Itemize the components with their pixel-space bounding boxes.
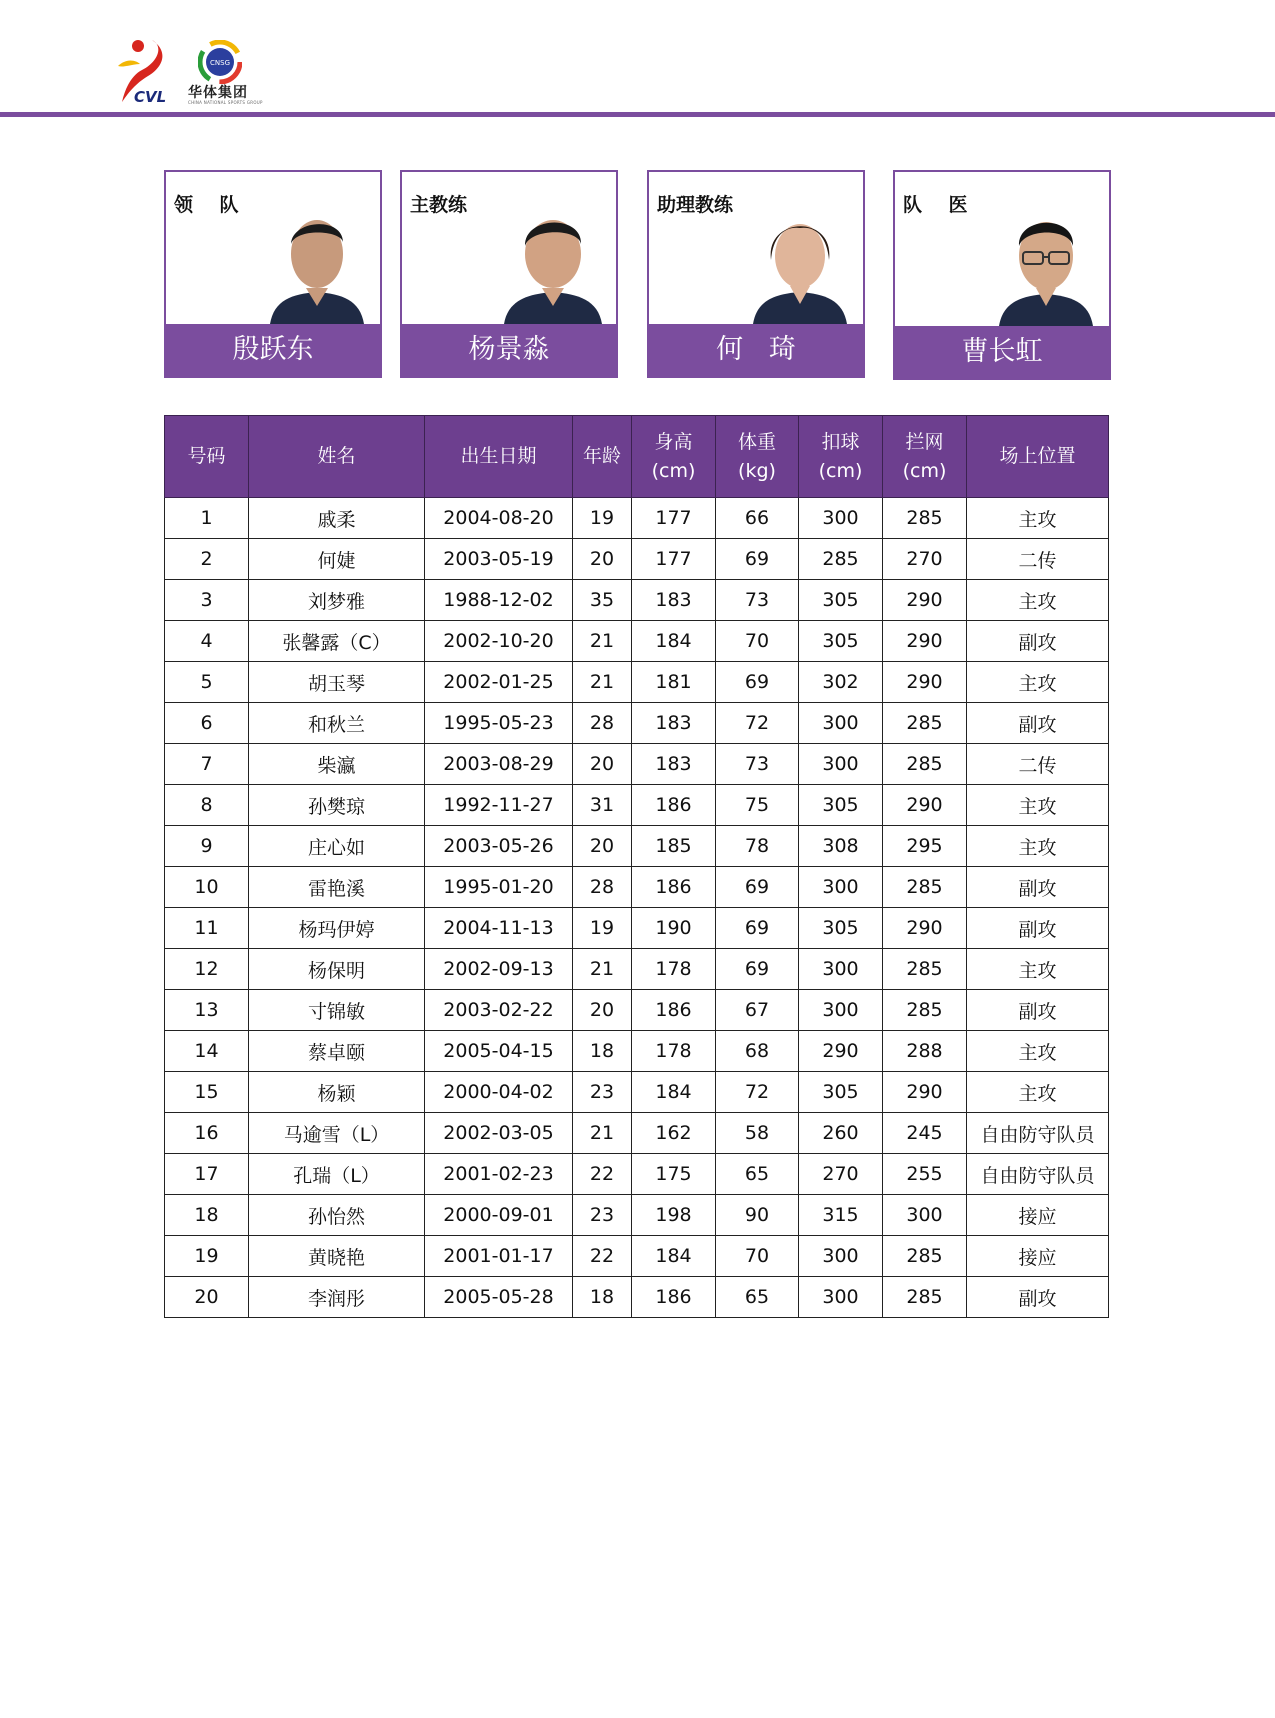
- cell-spike: 300: [799, 867, 883, 908]
- cell-position: 主攻: [967, 580, 1109, 621]
- cell-number: 3: [165, 580, 249, 621]
- cell-number: 18: [165, 1195, 249, 1236]
- cell-birthdate: 2004-11-13: [425, 908, 573, 949]
- cell-block: 290: [883, 908, 967, 949]
- cell-birthdate: 2000-04-02: [425, 1072, 573, 1113]
- cell-height: 181: [632, 662, 716, 703]
- cell-block: 285: [883, 1277, 967, 1318]
- cell-spike: 308: [799, 826, 883, 867]
- cell-number: 19: [165, 1236, 249, 1277]
- cell-number: 2: [165, 539, 249, 580]
- table-row: [165, 1072, 1109, 1113]
- staff-role: 队 医: [903, 194, 968, 216]
- cell-spike: 285: [799, 539, 883, 580]
- cell-height: 185: [632, 826, 716, 867]
- cell-number: 17: [165, 1154, 249, 1195]
- cell-birthdate: 2001-02-23: [425, 1154, 573, 1195]
- cell-weight: 70: [716, 1236, 799, 1277]
- cell-number: 15: [165, 1072, 249, 1113]
- cell-birthdate: 1995-05-23: [425, 703, 573, 744]
- cell-weight: 90: [716, 1195, 799, 1236]
- cell-spike: 300: [799, 1277, 883, 1318]
- table-row: [165, 867, 1109, 908]
- cell-birthdate: 2003-05-19: [425, 539, 573, 580]
- cell-age: 23: [573, 1195, 632, 1236]
- table-row: [165, 990, 1109, 1031]
- cell-spike: 315: [799, 1195, 883, 1236]
- cell-birthdate: 2005-04-15: [425, 1031, 573, 1072]
- cell-name: 李润彤: [249, 1277, 425, 1318]
- cell-name: 柴瀛: [249, 744, 425, 785]
- table-row: [165, 908, 1109, 949]
- cell-position: 副攻: [967, 908, 1109, 949]
- cell-position: 主攻: [967, 498, 1109, 539]
- header-divider: [0, 112, 1275, 117]
- cell-height: 162: [632, 1113, 716, 1154]
- cell-position: 接应: [967, 1236, 1109, 1277]
- cell-position: 主攻: [967, 662, 1109, 703]
- cell-spike: 300: [799, 1236, 883, 1277]
- cell-block: 285: [883, 867, 967, 908]
- cell-age: 19: [573, 498, 632, 539]
- cell-number: 10: [165, 867, 249, 908]
- cell-spike: 305: [799, 1072, 883, 1113]
- cell-age: 20: [573, 990, 632, 1031]
- header-position: 场上位置: [967, 416, 1109, 498]
- cell-height: 175: [632, 1154, 716, 1195]
- cnsg-badge-text: CNSG: [210, 59, 230, 67]
- cell-height: 190: [632, 908, 716, 949]
- cell-spike: 305: [799, 785, 883, 826]
- cell-name: 杨保明: [249, 949, 425, 990]
- cell-weight: 65: [716, 1154, 799, 1195]
- cell-block: 285: [883, 498, 967, 539]
- cell-position: 二传: [967, 744, 1109, 785]
- staff-name: 殷跃东: [166, 324, 380, 376]
- cell-position: 主攻: [967, 785, 1109, 826]
- cell-number: 9: [165, 826, 249, 867]
- cell-spike: 300: [799, 744, 883, 785]
- cell-block: 285: [883, 949, 967, 990]
- staff-photo: [262, 196, 372, 324]
- cell-spike: 305: [799, 580, 883, 621]
- staff-role: 主教练: [410, 194, 468, 216]
- cell-birthdate: 2002-09-13: [425, 949, 573, 990]
- table-row: [165, 785, 1109, 826]
- cell-block: 300: [883, 1195, 967, 1236]
- staff-photo: [991, 198, 1101, 326]
- cell-age: 20: [573, 744, 632, 785]
- cnsg-logo-icon: [198, 40, 242, 84]
- cell-name: 张馨露（C）: [249, 621, 425, 662]
- cell-number: 6: [165, 703, 249, 744]
- cell-block: 270: [883, 539, 967, 580]
- cell-block: 285: [883, 744, 967, 785]
- cell-height: 186: [632, 867, 716, 908]
- staff-name: 何 琦: [649, 324, 863, 376]
- cell-block: 255: [883, 1154, 967, 1195]
- roster-table: [164, 415, 1109, 1318]
- cell-name: 戚柔: [249, 498, 425, 539]
- cell-position: 副攻: [967, 703, 1109, 744]
- cell-name: 马逾雪（L）: [249, 1113, 425, 1154]
- cell-position: 自由防守队员: [967, 1154, 1109, 1195]
- cell-height: 178: [632, 949, 716, 990]
- staff-photo: [498, 196, 608, 324]
- cell-height: 184: [632, 1072, 716, 1113]
- cell-position: 副攻: [967, 621, 1109, 662]
- cell-age: 31: [573, 785, 632, 826]
- table-row: [165, 1154, 1109, 1195]
- cell-name: 杨玛伊婷: [249, 908, 425, 949]
- cell-weight: 66: [716, 498, 799, 539]
- cell-position: 副攻: [967, 1277, 1109, 1318]
- cell-spike: 300: [799, 990, 883, 1031]
- cell-age: 28: [573, 867, 632, 908]
- cell-block: 245: [883, 1113, 967, 1154]
- staff-role: 助理教练: [657, 194, 734, 216]
- cell-birthdate: 2002-01-25: [425, 662, 573, 703]
- cell-age: 35: [573, 580, 632, 621]
- cell-age: 20: [573, 826, 632, 867]
- cell-position: 副攻: [967, 990, 1109, 1031]
- table-row: [165, 1113, 1109, 1154]
- cell-height: 186: [632, 990, 716, 1031]
- cell-position: 主攻: [967, 949, 1109, 990]
- cell-age: 21: [573, 949, 632, 990]
- cell-number: 12: [165, 949, 249, 990]
- cell-name: 胡玉琴: [249, 662, 425, 703]
- cell-birthdate: 2003-02-22: [425, 990, 573, 1031]
- table-row: [165, 1236, 1109, 1277]
- table-row: [165, 1031, 1109, 1072]
- cell-spike: 270: [799, 1154, 883, 1195]
- cell-block: 285: [883, 1236, 967, 1277]
- table-row: [165, 744, 1109, 785]
- cell-age: 21: [573, 662, 632, 703]
- cell-height: 183: [632, 744, 716, 785]
- cell-age: 21: [573, 621, 632, 662]
- cell-weight: 69: [716, 539, 799, 580]
- cell-number: 1: [165, 498, 249, 539]
- cell-birthdate: 2001-01-17: [425, 1236, 573, 1277]
- cell-height: 184: [632, 621, 716, 662]
- cell-name: 和秋兰: [249, 703, 425, 744]
- cell-weight: 69: [716, 949, 799, 990]
- roster-body: [165, 498, 1109, 1318]
- staff-card-assistant-coach: [647, 170, 865, 378]
- cell-weight: 72: [716, 703, 799, 744]
- header-number: 号码: [165, 416, 249, 498]
- cell-weight: 58: [716, 1113, 799, 1154]
- cell-weight: 65: [716, 1277, 799, 1318]
- cell-position: 副攻: [967, 867, 1109, 908]
- cell-name: 孙樊琼: [249, 785, 425, 826]
- cell-weight: 75: [716, 785, 799, 826]
- header-spike: 扣球 (cm): [799, 416, 883, 498]
- table-row: [165, 949, 1109, 990]
- cnsg-logo-subtitle: CHINA NATIONAL SPORTS GROUP: [188, 100, 263, 105]
- table-row: [165, 826, 1109, 867]
- cell-weight: 70: [716, 621, 799, 662]
- cell-spike: 305: [799, 621, 883, 662]
- cell-position: 接应: [967, 1195, 1109, 1236]
- staff-photo: [745, 196, 855, 324]
- cell-block: 295: [883, 826, 967, 867]
- cell-weight: 73: [716, 744, 799, 785]
- cell-age: 18: [573, 1031, 632, 1072]
- cell-number: 20: [165, 1277, 249, 1318]
- cell-block: 285: [883, 703, 967, 744]
- cell-age: 23: [573, 1072, 632, 1113]
- cell-block: 290: [883, 1072, 967, 1113]
- staff-name: 杨景淼: [402, 324, 616, 376]
- header-age: 年龄: [573, 416, 632, 498]
- cell-name: 孙怡然: [249, 1195, 425, 1236]
- cell-age: 19: [573, 908, 632, 949]
- cell-spike: 302: [799, 662, 883, 703]
- cell-height: 183: [632, 703, 716, 744]
- table-row: [165, 662, 1109, 703]
- cnsg-logo-text: 华体集团: [188, 85, 248, 101]
- cell-number: 14: [165, 1031, 249, 1072]
- cell-position: 主攻: [967, 1031, 1109, 1072]
- cell-height: 183: [632, 580, 716, 621]
- cell-spike: 300: [799, 703, 883, 744]
- cell-spike: 305: [799, 908, 883, 949]
- cell-number: 11: [165, 908, 249, 949]
- cell-name: 杨颖: [249, 1072, 425, 1113]
- table-row: [165, 1195, 1109, 1236]
- cell-block: 288: [883, 1031, 967, 1072]
- table-row: [165, 1277, 1109, 1318]
- cell-weight: 72: [716, 1072, 799, 1113]
- header-birthdate: 出生日期: [425, 416, 573, 498]
- cell-number: 5: [165, 662, 249, 703]
- cell-name: 雷艳溪: [249, 867, 425, 908]
- cell-birthdate: 2002-10-20: [425, 621, 573, 662]
- cell-block: 290: [883, 580, 967, 621]
- cell-birthdate: 2000-09-01: [425, 1195, 573, 1236]
- table-row: [165, 539, 1109, 580]
- cell-name: 刘梦雅: [249, 580, 425, 621]
- cell-birthdate: 2005-05-28: [425, 1277, 573, 1318]
- cell-spike: 300: [799, 949, 883, 990]
- cell-birthdate: 1995-01-20: [425, 867, 573, 908]
- cell-block: 290: [883, 621, 967, 662]
- cell-number: 7: [165, 744, 249, 785]
- table-row: [165, 703, 1109, 744]
- header-name: 姓名: [249, 416, 425, 498]
- table-row: [165, 580, 1109, 621]
- cell-position: 主攻: [967, 826, 1109, 867]
- cell-weight: 67: [716, 990, 799, 1031]
- cell-height: 186: [632, 785, 716, 826]
- cell-position: 主攻: [967, 1072, 1109, 1113]
- header-block: 拦网 (cm): [883, 416, 967, 498]
- cell-birthdate: 2004-08-20: [425, 498, 573, 539]
- cell-height: 178: [632, 1031, 716, 1072]
- cell-spike: 290: [799, 1031, 883, 1072]
- table-row: [165, 621, 1109, 662]
- cell-position: 二传: [967, 539, 1109, 580]
- cell-age: 22: [573, 1154, 632, 1195]
- staff-card-team-doctor: [893, 170, 1111, 380]
- cell-name: 何婕: [249, 539, 425, 580]
- header-weight: 体重 (kg): [716, 416, 799, 498]
- cell-birthdate: 2003-05-26: [425, 826, 573, 867]
- cell-height: 186: [632, 1277, 716, 1318]
- cell-weight: 69: [716, 867, 799, 908]
- table-row: [165, 498, 1109, 539]
- cvl-logo-text: CVL: [134, 88, 167, 106]
- cell-birthdate: 1988-12-02: [425, 580, 573, 621]
- cell-weight: 73: [716, 580, 799, 621]
- cell-number: 13: [165, 990, 249, 1031]
- cell-height: 184: [632, 1236, 716, 1277]
- cell-name: 寸锦敏: [249, 990, 425, 1031]
- cell-age: 18: [573, 1277, 632, 1318]
- cell-number: 8: [165, 785, 249, 826]
- cell-name: 黄晓艳: [249, 1236, 425, 1277]
- cell-name: 孔瑞（L）: [249, 1154, 425, 1195]
- staff-role: 领 队: [174, 194, 239, 216]
- cell-age: 28: [573, 703, 632, 744]
- cell-number: 16: [165, 1113, 249, 1154]
- cell-height: 198: [632, 1195, 716, 1236]
- cell-age: 22: [573, 1236, 632, 1277]
- cell-name: 蔡卓颐: [249, 1031, 425, 1072]
- cell-block: 285: [883, 990, 967, 1031]
- cell-block: 290: [883, 662, 967, 703]
- cell-number: 4: [165, 621, 249, 662]
- cell-spike: 260: [799, 1113, 883, 1154]
- cell-birthdate: 1992-11-27: [425, 785, 573, 826]
- header-height: 身高 (cm): [632, 416, 716, 498]
- cell-birthdate: 2003-08-29: [425, 744, 573, 785]
- cell-name: 庄心如: [249, 826, 425, 867]
- cell-age: 21: [573, 1113, 632, 1154]
- staff-card-team-leader: [164, 170, 382, 378]
- cell-weight: 69: [716, 662, 799, 703]
- cell-position: 自由防守队员: [967, 1113, 1109, 1154]
- cell-height: 177: [632, 539, 716, 580]
- cell-block: 290: [883, 785, 967, 826]
- cell-birthdate: 2002-03-05: [425, 1113, 573, 1154]
- cell-weight: 68: [716, 1031, 799, 1072]
- cell-weight: 69: [716, 908, 799, 949]
- roster-header-row: [165, 416, 1109, 498]
- page-header: [0, 0, 1275, 118]
- staff-name: 曹长虹: [895, 326, 1109, 378]
- staff-card-head-coach: [400, 170, 618, 378]
- cell-spike: 300: [799, 498, 883, 539]
- cell-weight: 78: [716, 826, 799, 867]
- cell-age: 20: [573, 539, 632, 580]
- cell-height: 177: [632, 498, 716, 539]
